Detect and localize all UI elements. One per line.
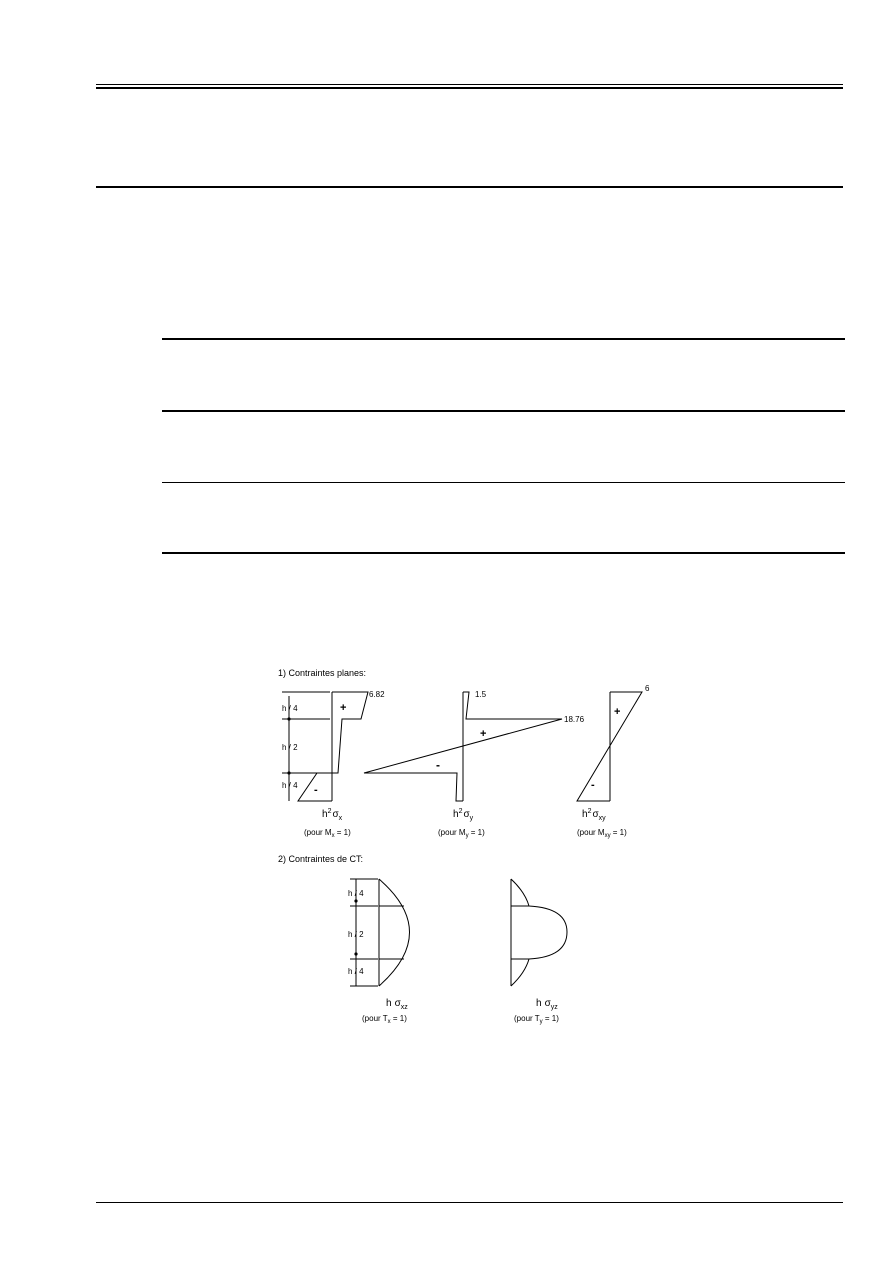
sigma-xy-value-label: 6 [645, 684, 650, 693]
sigma-y-top-value-label: 1.5 [475, 690, 487, 699]
sigma-x-value-label: 6.82 [369, 690, 385, 699]
section-ct-title: 2) Contraintes de CT: [278, 854, 364, 864]
sigma-xy-caption: $h^2\sigma_{xy}$ [582, 808, 606, 822]
table-rule-1 [162, 338, 845, 340]
sigma-yz-condition: (pour $T_y = 1$) [514, 1014, 559, 1025]
table-rule-2 [162, 410, 845, 412]
sigma-xz-dim-dot-1 [354, 899, 357, 902]
sigma-xz-dim-dot-2 [354, 952, 357, 955]
sigma-x-dim-dot-1 [287, 717, 290, 720]
sigma-xy-plus-sign: + [614, 706, 621, 718]
sigma-xy-condition: (pour $M_{xy} = 1$) [577, 828, 627, 839]
dim-label-quarter-bottom: h / 4 [282, 781, 298, 790]
sigma-xy-diagram [577, 692, 642, 801]
sigma-y-condition: (pour $M_y = 1$) [438, 828, 485, 839]
stress-diagrams-svg [270, 660, 670, 1030]
section-plane-title: 1) Contraintes planes: [278, 668, 367, 678]
sigma-xz-condition: (pour $T_x = 1$) [362, 1014, 407, 1025]
table-rule-4 [162, 552, 845, 554]
sigma-x-condition: (pour $M_x = 1$) [304, 828, 351, 839]
dim-label-half: h / 2 [282, 743, 298, 752]
sigma-x-caption: $h^2\sigma_x$ [322, 808, 343, 822]
sigma-y-plus-sign: + [480, 728, 487, 740]
sigma-y-diagram [364, 692, 562, 801]
ct-dim-label-half: h / 2 [348, 930, 364, 939]
sigma-xz-caption: h $\sigma_{xz}$ [386, 998, 408, 1011]
ct-dim-label-quarter-top: h / 4 [348, 889, 364, 898]
sigma-y-right-value-label: 18.76 [564, 715, 585, 724]
dim-label-quarter-top: h / 4 [282, 704, 298, 713]
header-double-rule-bottom [96, 87, 843, 89]
header-double-rule-top [96, 84, 843, 85]
sigma-xy-minus-sign: - [591, 779, 595, 791]
stress-distribution-figure [270, 660, 670, 1030]
sigma-x-distribution [298, 692, 368, 801]
table-rule-3 [162, 482, 845, 483]
ct-dim-label-quarter-bottom: h / 4 [348, 967, 364, 976]
sigma-xz-distribution [379, 879, 410, 986]
sigma-x-minus-sign: - [314, 784, 318, 796]
sigma-x-plus-sign: + [340, 702, 347, 714]
header-rule [96, 186, 843, 188]
sigma-y-minus-sign: - [436, 758, 440, 772]
sigma-x-dim-dot-2 [287, 771, 290, 774]
sigma-yz-caption: h $\sigma_{yz}$ [536, 998, 558, 1011]
footer-rule [96, 1202, 843, 1203]
sigma-yz-diagram [511, 879, 567, 986]
sigma-yz-distribution [511, 879, 567, 986]
sigma-y-caption: $h^2\sigma_y$ [453, 808, 474, 822]
